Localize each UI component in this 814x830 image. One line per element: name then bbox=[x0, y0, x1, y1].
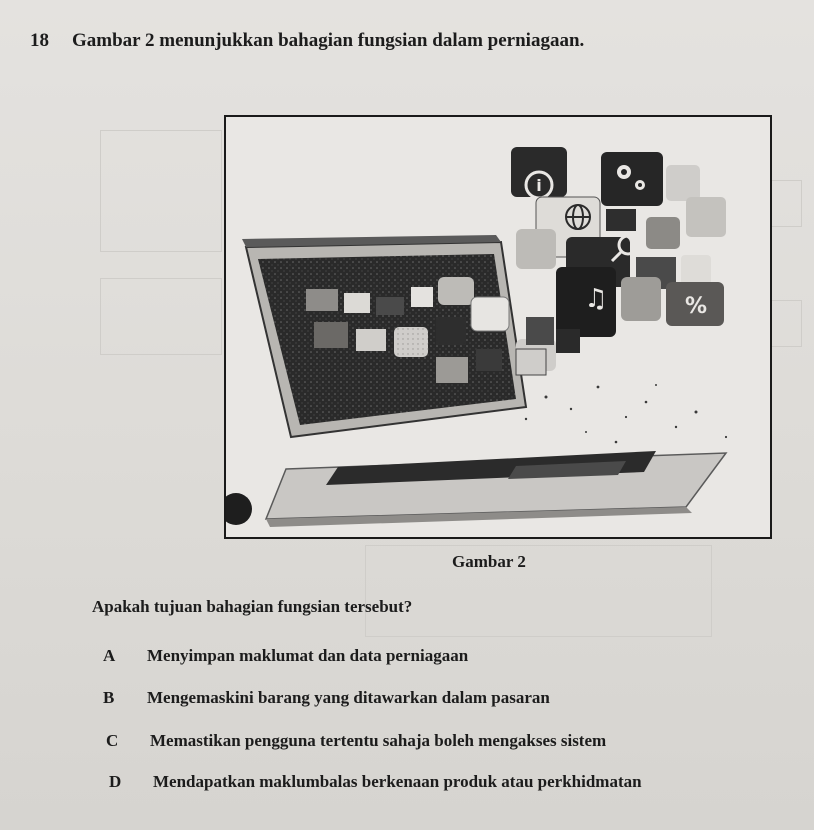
option-letter: C bbox=[106, 731, 119, 750]
option-letter: B bbox=[103, 688, 115, 707]
option-b[interactable] bbox=[103, 688, 550, 708]
laptop-apps-illustration bbox=[226, 117, 770, 537]
bleed-through-box bbox=[365, 545, 712, 637]
question-stem: Gambar 2 menunjukkan bahagian fungsian dalam perniagaan. bbox=[72, 30, 585, 51]
figure-laptop-illustration bbox=[224, 115, 772, 539]
figure-caption: Gambar 2 bbox=[452, 552, 526, 571]
option-text: Menyimpan maklumat dan data perniagaan bbox=[147, 646, 469, 665]
question-number: 18 bbox=[30, 30, 49, 51]
option-c[interactable] bbox=[106, 731, 606, 751]
percent-icon: % bbox=[684, 294, 708, 319]
option-text: Memastikan pengguna tertentu sahaja boleh mengakses sistem bbox=[150, 731, 607, 750]
option-letter: D bbox=[109, 772, 122, 791]
bleed-through-box bbox=[770, 180, 802, 227]
question-prompt: Apakah tujuan bahagian fungsian tersebut? bbox=[92, 597, 413, 616]
music-icon: ♫ bbox=[584, 284, 608, 314]
bleed-through-box bbox=[100, 130, 222, 252]
option-a[interactable] bbox=[103, 646, 468, 666]
option-d[interactable] bbox=[109, 772, 642, 792]
info-icon-glyph: i bbox=[536, 176, 542, 195]
option-letter: A bbox=[103, 646, 116, 665]
option-text: Mendapatkan maklumbalas berkenaan produk atau perkhidmatan bbox=[153, 772, 642, 791]
bleed-through-box bbox=[100, 278, 222, 355]
option-text: Mengemaskini barang yang ditawarkan dalam pasaran bbox=[147, 688, 550, 707]
bleed-through-box bbox=[770, 300, 802, 347]
